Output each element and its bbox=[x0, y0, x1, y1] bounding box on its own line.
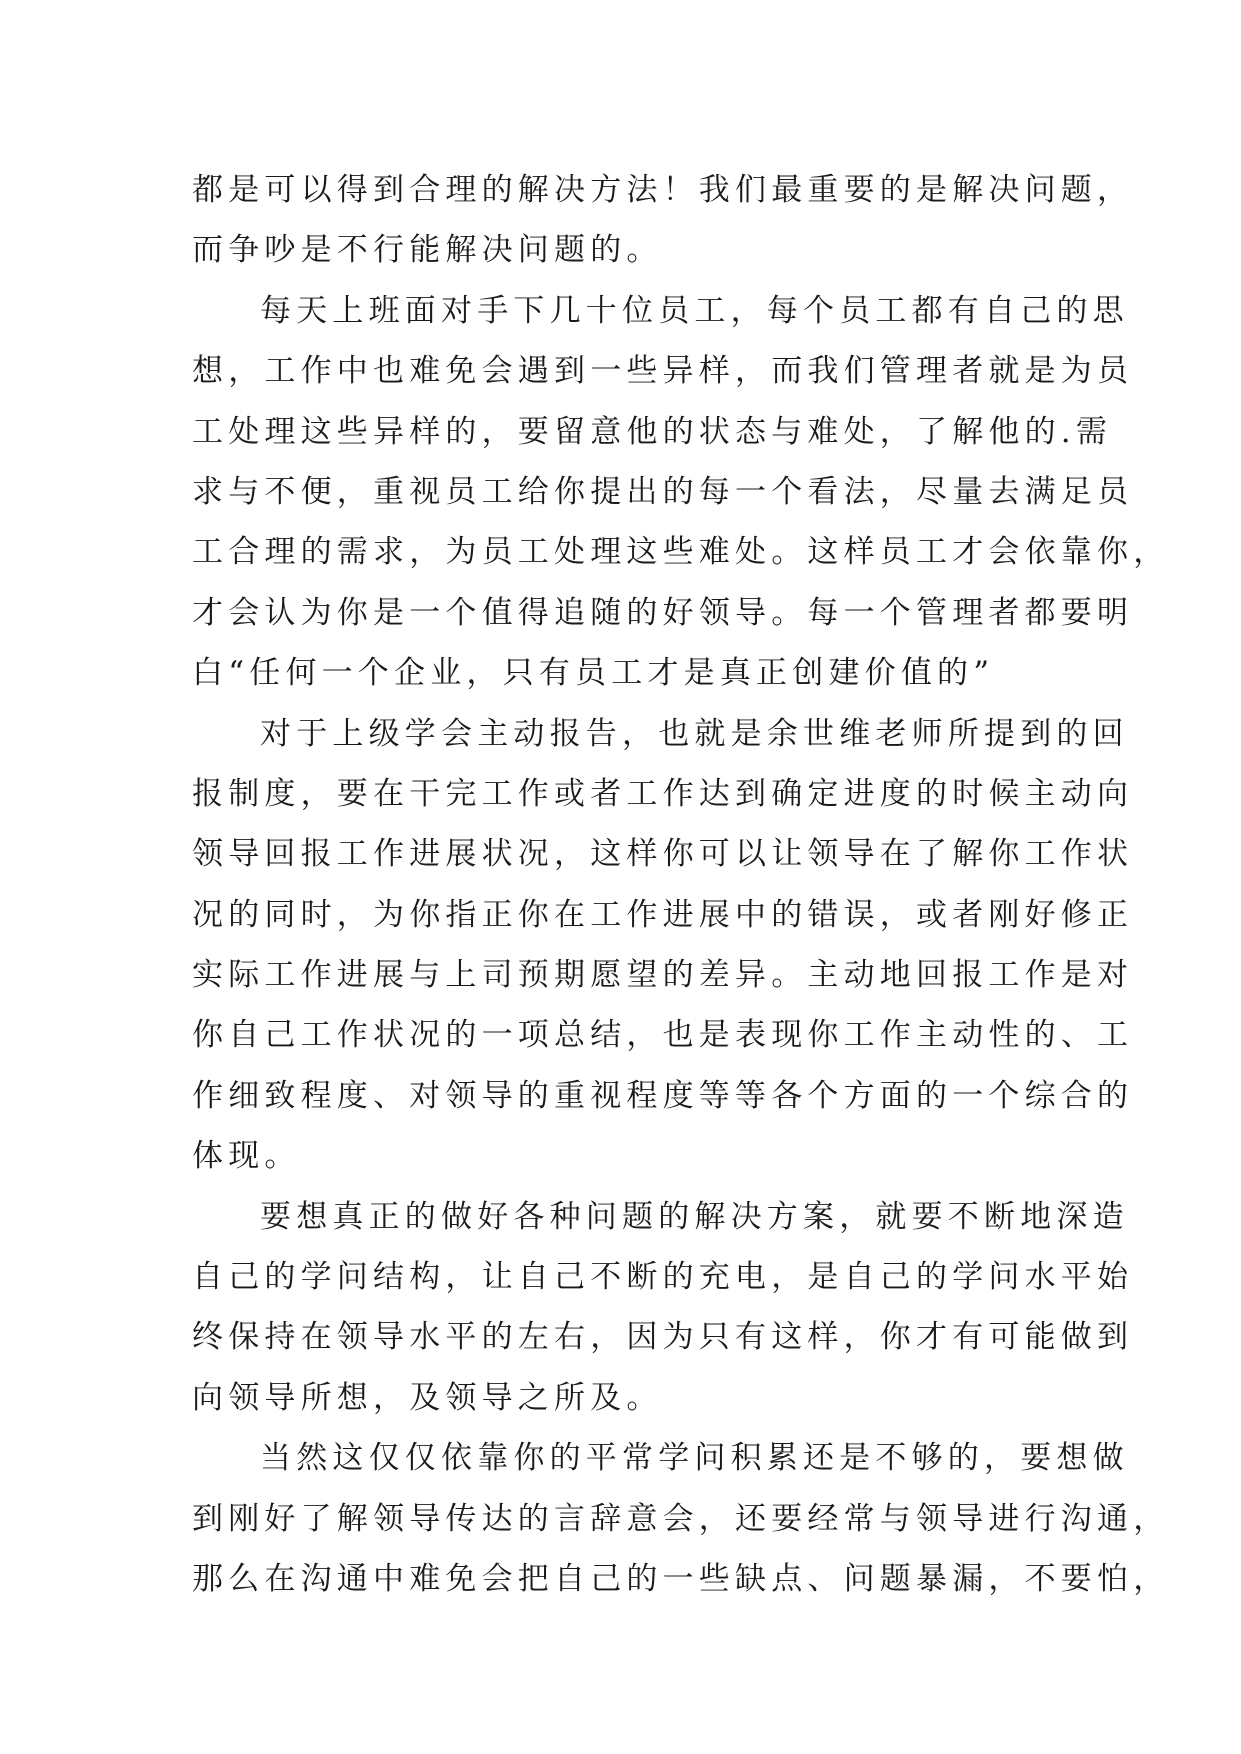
text-line: 而争吵是不行能解决问题的。 bbox=[192, 232, 663, 269]
text-line: 那么在沟通中难免会把自己的一些缺点、问题暴漏，不要怕， bbox=[192, 1560, 1170, 1597]
text-line: 况的同时，为你指正你在工作进展中的错误，或者刚好修正 bbox=[192, 896, 1134, 933]
text-line: 到刚好了解领导传达的言辞意会，还要经常与领导进行沟通， bbox=[192, 1500, 1170, 1537]
text-line: 才会认为你是一个值得追随的好领导。每一个管理者都要明 bbox=[192, 594, 1134, 631]
text-line: 实际工作进展与上司预期愿望的差异。主动地回报工作是对 bbox=[192, 957, 1134, 994]
body-text bbox=[192, 160, 1170, 1609]
paragraph-start-line: 要想真正的做好各种问题的解决方案，就要不断地深造 bbox=[260, 1198, 1129, 1235]
text-line: 工合理的需求，为员工处理这些难处。这样员工才会依靠你， bbox=[192, 534, 1170, 571]
text-line: 报制度，要在干完工作或者工作达到确定进度的时候主动向 bbox=[192, 775, 1134, 812]
text-line: 领导回报工作进展状况，这样你可以让领导在了解你工作状 bbox=[192, 836, 1134, 873]
text-line: 工处理这些异样的，要留意他的状态与难处，了解他的.需 bbox=[192, 413, 1113, 450]
text-line: 白“任何一个企业，只有员工才是真正创建价值的” bbox=[192, 655, 995, 692]
paragraph-start-line: 每天上班面对手下几十位员工，每个员工都有自己的思 bbox=[260, 292, 1129, 329]
paragraph-start-line: 当然这仅仅依靠你的平常学问积累还是不够的，要想做 bbox=[260, 1440, 1129, 1477]
text-line: 想，工作中也难免会遇到一些异样，而我们管理者就是为员 bbox=[192, 353, 1134, 390]
text-line: 作细致程度、对领导的重视程度等等各个方面的一个综合的 bbox=[192, 1077, 1134, 1114]
text-line: 体现。 bbox=[192, 1138, 301, 1175]
text-line: 终保持在领导水平的左右，因为只有这样，你才有可能做到 bbox=[192, 1319, 1134, 1356]
paragraph-start-line: 对于上级学会主动报告，也就是余世维老师所提到的回 bbox=[260, 715, 1129, 752]
text-line: 自己的学问结构，让自己不断的充电，是自己的学问水平始 bbox=[192, 1259, 1134, 1296]
text-line: 向领导所想，及领导之所及。 bbox=[192, 1379, 663, 1416]
text-line: 求与不便，重视员工给你提出的每一个看法，尽量去满足员 bbox=[192, 473, 1134, 510]
text-line: 你自己工作状况的一项总结，也是表现你工作主动性的、工 bbox=[192, 1017, 1134, 1054]
text-line: 都是可以得到合理的解决方法！我们最重要的是解决问题， bbox=[192, 172, 1134, 208]
